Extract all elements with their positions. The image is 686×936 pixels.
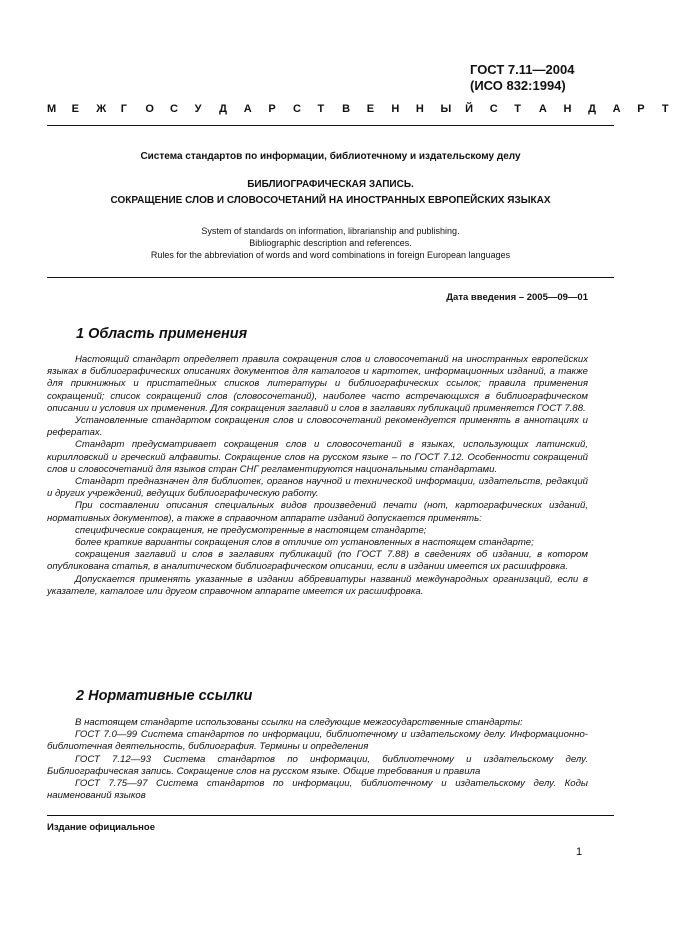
paragraph: Стандарт предусматривает сокращения слов и словосочетаний в языках, использующих латинский, кирилловский и греческий алфавиты. Сокращение слов на русском языке – по ГОСТ 7.12. Особенности сокращений слов и словосочетаний для языков стран СНГ регламентируются национальными стандартами. <box>47 439 588 475</box>
standard-code-block <box>470 62 574 94</box>
title-line-2: СОКРАЩЕНИЕ СЛОВ И СЛОВОСОЧЕТАНИЙ НА ИНОСТРАННЫХ ЕВРОПЕЙСКИХ ЯЗЫКАХ <box>110 195 551 206</box>
standard-code: ГОСТ 7.11—2004 <box>470 62 575 77</box>
official-edition-label: Издание официальное <box>47 822 155 833</box>
banner-letter: Н <box>563 103 572 115</box>
paragraph: специфические сокращения, не предусмотренные в настоящем стандарте; <box>75 524 427 536</box>
paragraph: При составлении описания специальных видов произведений печати (нот, картографических изданий, нормативных документов), а также в справочном аппарате изданий допускается применять: <box>47 500 588 524</box>
introduction-date: Дата введения – 2005—09—01 <box>446 292 588 303</box>
paragraph: ГОСТ 7.12—93 Система стандартов по информации, библиотечному и издательскому делу. Библиографическая запись. Сокращение слов на русском языке. Общие требования и правила <box>47 753 588 777</box>
title-line-1: БИБЛИОГРАФИЧЕСКАЯ ЗАПИСЬ. <box>247 179 414 190</box>
interstate-standard-banner <box>47 103 669 115</box>
banner-letter: Ы <box>440 103 452 115</box>
banner-letter: Р <box>268 103 276 115</box>
english-title-line-1: System of standards on information, librarianship and publishing. <box>201 226 460 236</box>
header-rule <box>47 125 614 126</box>
banner-word-interstate <box>47 103 490 115</box>
english-title-line-2: Bibliographic description and references. <box>249 238 412 248</box>
banner-letter: У <box>194 103 202 115</box>
title-rule <box>47 277 614 278</box>
banner-letter: С <box>169 103 178 115</box>
paragraph: сокращения заглавий и слов в заглавиях публикаций (по ГОСТ 7.88) в сведениях об издании, в котором опубликована статья, в аналитическом библиографическом описании, если в издании имеется их расшифровка. <box>47 549 588 573</box>
section-1-body <box>47 354 588 598</box>
english-title <box>47 225 614 249</box>
banner-letter: Т <box>317 103 325 115</box>
banner-word-standard <box>490 103 686 115</box>
banner-letter: Г <box>120 103 128 115</box>
page-number: 1 <box>576 846 583 858</box>
banner-letter: Т <box>661 103 669 115</box>
iso-code: (ИСО 832:1994) <box>470 78 566 93</box>
english-title-line-3: Rules for the abbreviation of words and word combinations in foreign European languages <box>150 250 511 260</box>
banner-letter: С <box>489 103 498 115</box>
banner-letter: В <box>342 103 351 115</box>
paragraph: Допускается применять указанные в издании аббревиатуры названий международных организаций, если в указателе, каталоге или другом справочном аппарате имеется их расшифровка. <box>47 573 588 597</box>
banner-letter: Д <box>219 103 227 115</box>
banner-letter: А <box>612 103 621 115</box>
banner-letter: Н <box>415 103 424 115</box>
paragraph: Стандарт предназначен для библиотек, органов научной и технической информации, издательств, редакций и других учреждений, ведущих библиографическую работу. <box>47 476 588 500</box>
document-title <box>47 177 614 209</box>
system-title-ru: Система стандартов по информации, библиотечному и издательскому делу <box>140 151 521 162</box>
paragraph: В настоящем стандарте использованы ссылки на следующие межгосударственные стандарты: <box>75 717 523 728</box>
banner-letter: С <box>292 103 301 115</box>
banner-letter: Р <box>637 103 645 115</box>
banner-letter: А <box>538 103 547 115</box>
banner-letter: Е <box>366 103 375 115</box>
paragraph: более краткие варианты сокращения слов в отличие от установленных в настоящем стандарте; <box>75 537 534 549</box>
banner-letter: А <box>243 103 252 115</box>
paragraph: ГОСТ 7.75—97 Система стандартов по информации, библиотечному и издательскому делу. Коды наименований языков <box>47 778 588 802</box>
banner-letter: Н <box>391 103 400 115</box>
banner-letter: Д <box>588 103 596 115</box>
banner-letter: Т <box>514 103 522 115</box>
banner-letter: М <box>47 103 57 115</box>
banner-letter: Ж <box>96 103 107 115</box>
section-2-body <box>47 717 588 802</box>
section-2-heading: 2 Нормативные ссылки <box>76 688 253 704</box>
banner-letter: О <box>145 103 154 115</box>
banner-letter: Й <box>465 103 473 115</box>
paragraph: Установленные стандартом сокращения слов и словосочетаний рекомендуется применять в аннотациях и рефератах. <box>47 415 588 439</box>
footer-rule <box>47 815 614 816</box>
paragraph: Настоящий стандарт определяет правила сокращения слов и словосочетаний на иностранных европейских языках в библиографических описаниях документов для каталогов и картотек, информационных изданий, а также для прикнижных и пристатейных списков литературы и библиографических ссылок; правила применения сокращений; список сокращений слов (словосочетаний), наиболее часто встречающихся в библиографическом описании и условия их применения. Для сокращения заглавий и слов в заглавиях публикаций применяется ГОСТ 7.88. <box>47 354 588 414</box>
section-1-heading: 1 Область применения <box>76 326 248 342</box>
paragraph: ГОСТ 7.0—99 Система стандартов по информации, библиотечному и издательскому делу. Информационно-библиотечная деятельность, библиография. Термины и определения <box>47 729 588 753</box>
banner-letter: Е <box>71 103 79 115</box>
